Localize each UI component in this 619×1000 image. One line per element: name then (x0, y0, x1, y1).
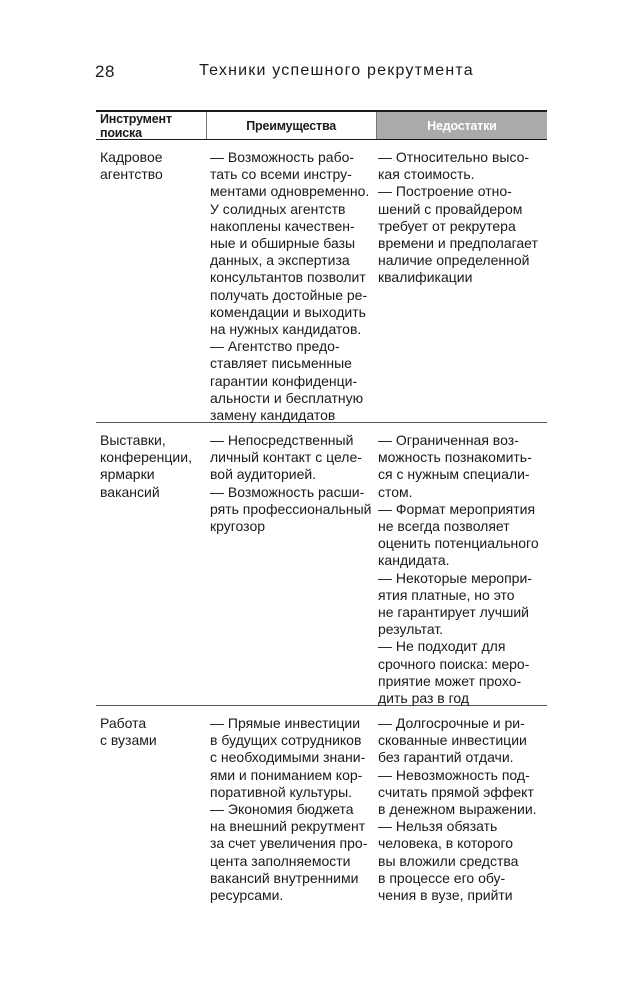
page-number: 28 (95, 62, 115, 81)
comparison-table (96, 110, 547, 906)
running-title: Техники успешного рекрутмента (199, 62, 474, 79)
table-row (96, 423, 547, 706)
table-row (96, 140, 547, 423)
tool-cell: Кадровое агентство (100, 149, 163, 183)
table-row (96, 706, 547, 906)
advantages-cell: — Непосредственный личный контакт с целе- вой аудиторией. — Возможность расши- рять профессиональный кругозор (210, 432, 372, 535)
column-header-tool: Инструмент поиска (100, 111, 172, 140)
column-header-advantages: Преимущества (206, 112, 376, 139)
tool-cell: Работа с вузами (100, 715, 157, 749)
column-header-disadvantages: Недостатки (376, 112, 547, 139)
disadvantages-cell: — Долгосрочные и ри- скованные инвестиции без гарантий отдачи. — Невозможность под- считать прямой эффект в денежном выражении. — Нельзя обязать человека, в которого вы вложили средства в процессе его обу- чения в вузе, прийти (378, 715, 537, 904)
tool-cell: Выставки, конференции, ярмарки вакансий (100, 432, 192, 500)
advantages-cell: — Прямые инвестиции в будущих сотрудников с необходимыми знани- ями и пониманием кор- поративной культуры. — Экономия бюджета на внешний рекрутмент за счет увеличения про- цента заполняемости вакансий внутренними ресурсами. (210, 715, 368, 904)
disadvantages-cell: — Относительно высо- кая стоимость. — Построение отно- шений с провайдером требует от рекрутера времени и предполагает наличие определенной квалификации (378, 149, 538, 286)
advantages-cell: — Возможность рабо- тать со всеми инстру- ментами одновременно. У солидных агентств накоплены качествен- ные и обширные базы данных, а экспертиза консультантов позволит получать достойные ре- комендации и выходить на нужных кандидатов. — Агентство предо- ставляет письменные гарантии конфиденци- альности и бесплатную замену кандидатов (210, 149, 370, 424)
table-header-row (96, 110, 547, 140)
disadvantages-cell: — Ограниченная воз- можность познакомить- ся с нужным специали- стом. — Формат мероприятия не всегда позволяет оценить потенциального кандидата. — Некоторые меропри- ятия платные, но это не гарантирует лучший результат. — Не подходит для срочного поиска: меро- приятие может прохо- дить раз в год (378, 432, 539, 707)
